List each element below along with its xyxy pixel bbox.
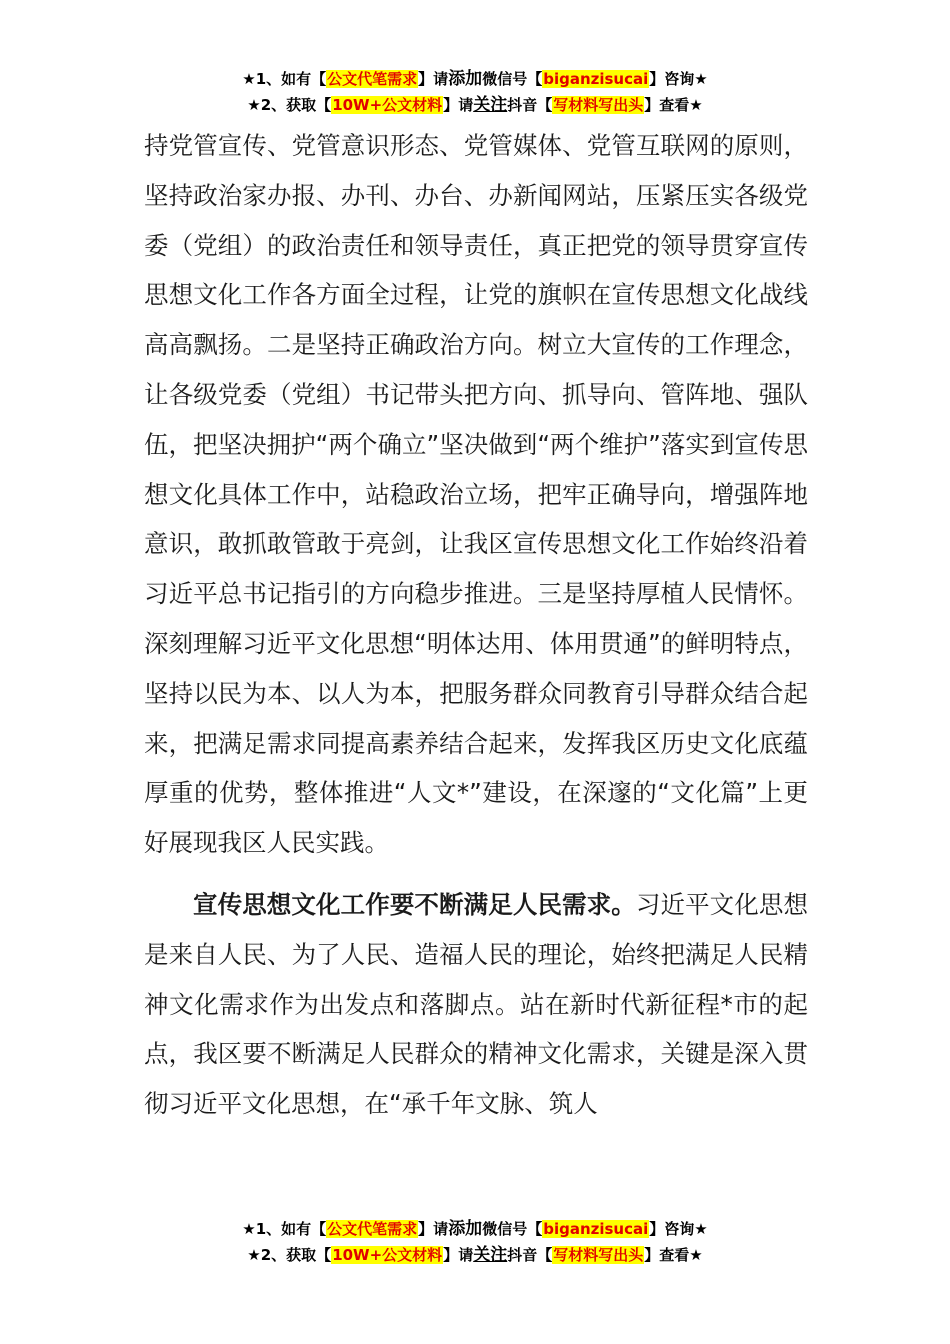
banner-text: ★1、如有【	[242, 1220, 327, 1238]
banner-text: 】请	[443, 96, 474, 114]
highlight-wechat-id: biganzisucai	[543, 1220, 649, 1238]
banner-text: ★1、如有【	[242, 70, 327, 88]
paragraph-2-rest: 习近平文化思想是来自人民、为了人民、造福人民的理论，始终把满足人民精神文化需求作为出发点和落脚点。站在新时代新征程*市的起点，我区要不断满足人民群众的精神文化需求，关键是深入贯彻习近平文化思想，在“承千年文脉、筑人	[144, 889, 808, 1119]
paragraph-2-lead: 宣传思想文化工作要不断满足人民需求。	[193, 889, 636, 919]
highlight-service: 公文代笔需求	[327, 70, 418, 88]
banner-text: 微信号【	[482, 1220, 543, 1238]
paragraph-1: 持党管宣传、党管意识形态、党管媒体、党管互联网的原则，坚持政治家办报、办刊、办台、办新闻网站，压紧压实各级党委（党组）的政治责任和领导责任，真正把党的领导贯穿宣传思想文化工作各方面全过程，让党的旗帜在宣传思想文化战线高高飘扬。二是坚持正确政治方向。树立大宣传的工作理念，让各级党委（党组）书记带头把方向、抓导向、管阵地、强队伍，把坚决拥护“两个确立”坚决做到“两个维护”落实到宣传思想文化具体工作中，站稳政治立场，把牢正确导向，增强阵地意识，敢抓敢管敢于亮剑，让我区宣传思想文化工作始终沿着习近平总书记指引的方向稳步推进。三是坚持厚植人民情怀。深刻理解习近平文化思想“明体达用、体用贯通”的鲜明特点，坚持以民为本、以人为本，把服务群众同教育引导群众结合起来，把满足需求同提高素养结合起来，发挥我区历史文化底蕴厚重的优势，整体推进“人文*”建设，在深邃的“文化篇”上更好展现我区人民实践。	[144, 131, 808, 858]
highlight-materials: 10W+公文材料	[332, 1246, 443, 1264]
banner-emphasis: 添加	[448, 1219, 483, 1239]
banner-line-2	[0, 92, 950, 118]
banner-text: 】查看★	[644, 96, 703, 114]
highlight-service: 公文代笔需求	[327, 1220, 418, 1238]
highlight-wechat-id: biganzisucai	[543, 70, 649, 88]
banner-text: 抖音【	[507, 1246, 553, 1264]
highlight-materials: 10W+公文材料	[332, 96, 443, 114]
header-banner	[0, 66, 950, 118]
banner-line-1	[0, 66, 950, 92]
banner-emphasis: 添加	[448, 69, 483, 89]
banner-line-2	[0, 1242, 950, 1268]
banner-text: 】查看★	[644, 1246, 703, 1264]
banner-emphasis: 关注	[473, 95, 508, 115]
banner-line-1	[0, 1216, 950, 1242]
highlight-douyin-account: 写材料写出头	[553, 96, 644, 114]
banner-text: ★2、获取【	[247, 1246, 332, 1264]
banner-text: 抖音【	[507, 96, 553, 114]
footer-banner	[0, 1216, 950, 1268]
document-body	[144, 121, 808, 1129]
banner-emphasis: 关注	[473, 1245, 508, 1265]
banner-text: 】请	[418, 70, 449, 88]
paragraph-2	[144, 880, 808, 1129]
banner-text: 微信号【	[482, 70, 543, 88]
banner-text: 】请	[418, 1220, 449, 1238]
highlight-douyin-account: 写材料写出头	[553, 1246, 644, 1264]
banner-text: 】请	[443, 1246, 474, 1264]
banner-text: 】咨询★	[649, 1220, 708, 1238]
banner-text: ★2、获取【	[247, 96, 332, 114]
banner-text: 】咨询★	[649, 70, 708, 88]
paragraph-gap	[144, 868, 808, 880]
